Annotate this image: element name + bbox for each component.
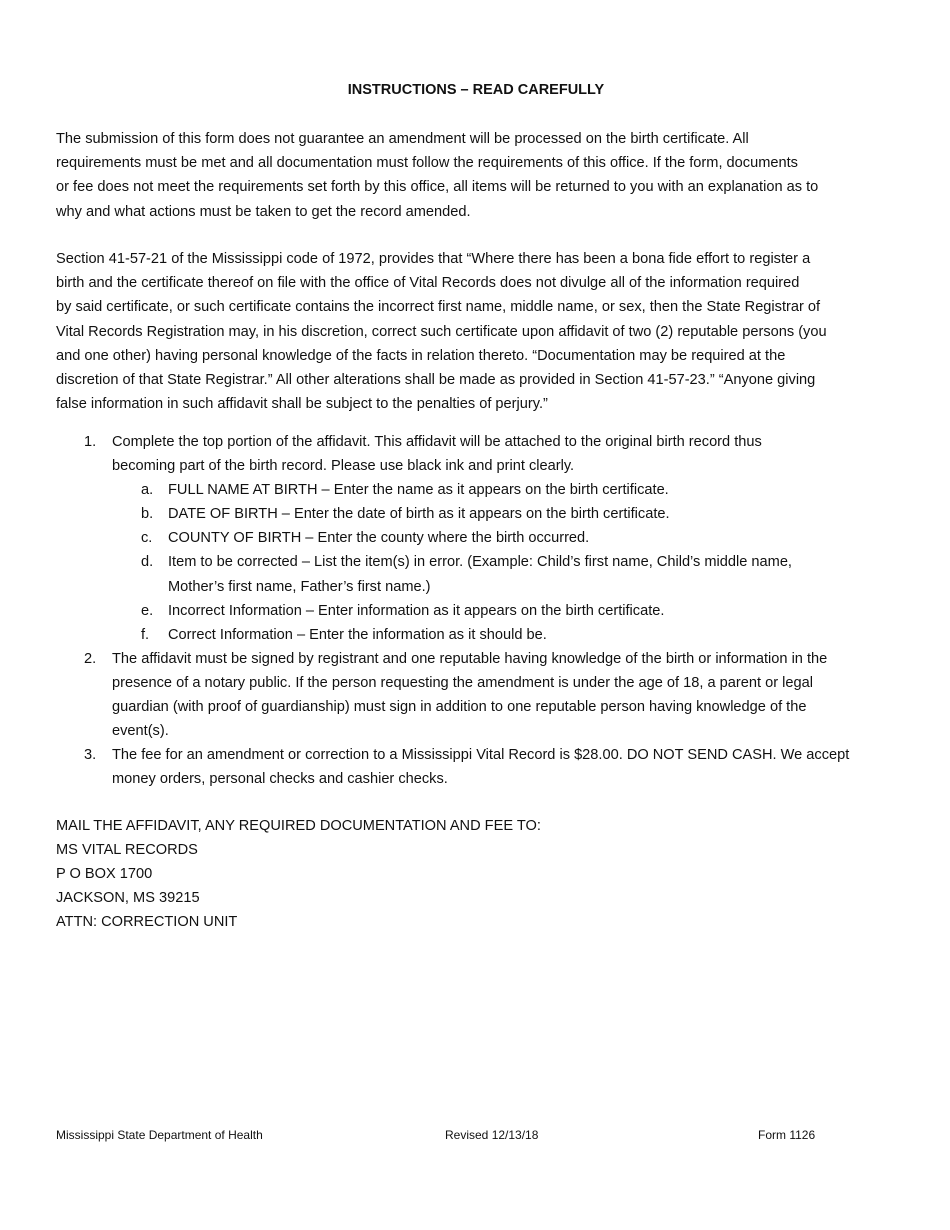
list-item-3 — [56, 743, 896, 767]
list-item-3-continuation — [56, 767, 896, 791]
page-footer — [56, 1126, 896, 1144]
paragraph-line: The submission of this form does not guarantee an amendment will be processed on the birth certificate. All — [56, 131, 749, 147]
sub-item-d — [56, 550, 896, 574]
paragraph-line: by said certificate, or such certificate contains the incorrect first name, middle name, or sex, then the State Registrar of — [56, 299, 821, 316]
list-number: 1. — [84, 434, 97, 450]
sub-item-text: Correct Information – Enter the information as it should be. — [168, 626, 547, 643]
sub-item-a — [56, 478, 896, 502]
mailing-line: P O BOX 1700 — [56, 866, 153, 882]
list-item-2-continuation — [56, 719, 896, 743]
footer-organization: Mississippi State Department of Health — [56, 1128, 263, 1142]
sub-item-letter: b. — [141, 506, 154, 523]
sub-item-c — [56, 526, 896, 550]
paragraph-line: or fee does not meet the requirements set forth by this office, all items will be returned to you with an explanation as to — [56, 179, 819, 196]
list-item-text: The fee for an amendment or correction to a Mississippi Vital Record is $28.00. DO NOT SEND CASH. We accept — [112, 747, 850, 764]
sub-item-f — [56, 623, 896, 647]
page-title: INSTRUCTIONS – READ CAREFULLY — [347, 82, 605, 98]
intro-paragraph — [56, 127, 896, 224]
list-item-text: The affidavit must be signed by registrant and one reputable having knowledge of the birth or information in the — [112, 650, 828, 667]
sub-item-letter: c. — [141, 530, 153, 547]
list-item-1 — [56, 430, 896, 454]
paragraph-line: birth and the certificate thereof on file with the office of Vital Records does not divulge all of the information required — [56, 275, 800, 292]
sub-item-text: Mother’s first name, Father’s first name.) — [168, 578, 431, 595]
list-item-text: Complete the top portion of the affidavit. This affidavit will be attached to the original birth record thus — [112, 434, 762, 450]
footer-form-number: Form 1126 — [758, 1128, 816, 1142]
sub-item-e — [56, 599, 896, 623]
sub-item-b — [56, 502, 896, 526]
list-item-2-continuation — [56, 695, 896, 719]
sub-item-letter: a. — [141, 482, 154, 499]
list-number: 2. — [84, 650, 97, 667]
list-item-text: event(s). — [112, 723, 169, 740]
paragraph-line: Section 41-57-21 of the Mississippi code of 1972, provides that “Where there has been a bona fide effort to register a — [56, 251, 811, 267]
list-item-text: presence of a notary public. If the person requesting the amendment is under the age of 18, a parent or legal — [112, 674, 813, 691]
paragraph-line: discretion of that State Registrar.” All other alterations shall be made as provided in Section 41-57-23.” “Anyone giving — [56, 372, 816, 389]
sub-item-text: DATE OF BIRTH – Enter the date of birth as it appears on the birth certificate. — [168, 506, 670, 523]
paragraph-line: Vital Records Registration may, in his discretion, correct such certificate upon affidavit of two (2) reputable persons (you — [56, 323, 827, 340]
mailing-line: MS VITAL RECORDS — [56, 842, 198, 858]
list-item-text: guardian (with proof of guardianship) must sign in addition to one reputable person having knowledge of the — [112, 699, 807, 716]
sub-item-text: COUNTY OF BIRTH – Enter the county where the birth occurred. — [168, 530, 590, 547]
sub-item-text: Incorrect Information – Enter information as it appears on the birth certificate. — [168, 602, 665, 619]
list-number: 3. — [84, 747, 97, 764]
list-item-text: money orders, personal checks and cashier checks. — [112, 771, 448, 788]
legal-code-paragraph — [56, 247, 896, 416]
instructions-list — [56, 430, 896, 791]
mailing-address — [56, 814, 896, 934]
mailing-line: ATTN: CORRECTION UNIT — [56, 914, 238, 930]
paragraph-line: why and what actions must be taken to get the record amended. — [56, 203, 471, 220]
sub-item-letter: d. — [141, 554, 154, 571]
paragraph-line: false information in such affidavit shall be subject to the penalties of perjury.” — [56, 396, 548, 413]
footer-revised-date: Revised 12/13/18 — [445, 1128, 539, 1142]
sub-item-d-continuation — [56, 575, 896, 599]
list-item-1-continuation — [56, 454, 896, 478]
sub-item-text: Item to be corrected – List the item(s) in error. (Example: Child’s first name, Child’s middle name, — [168, 554, 792, 571]
sub-item-text: FULL NAME AT BIRTH – Enter the name as it appears on the birth certificate. — [168, 482, 669, 499]
mailing-heading: MAIL THE AFFIDAVIT, ANY REQUIRED DOCUMENTATION AND FEE TO: — [56, 818, 541, 834]
mailing-line: JACKSON, MS 39215 — [56, 890, 200, 906]
sub-item-letter: e. — [141, 602, 154, 619]
paragraph-line: and one other) having personal knowledge of the facts in relation thereto. “Documentation may be required at the — [56, 347, 786, 364]
list-item-text: becoming part of the birth record. Please use black ink and print clearly. — [112, 458, 575, 475]
sub-item-letter: f. — [141, 626, 150, 643]
list-item-2 — [56, 647, 896, 671]
paragraph-line: requirements must be met and all documentation must follow the requirements of this office. If the form, documents — [56, 155, 798, 172]
list-item-2-continuation — [56, 671, 896, 695]
